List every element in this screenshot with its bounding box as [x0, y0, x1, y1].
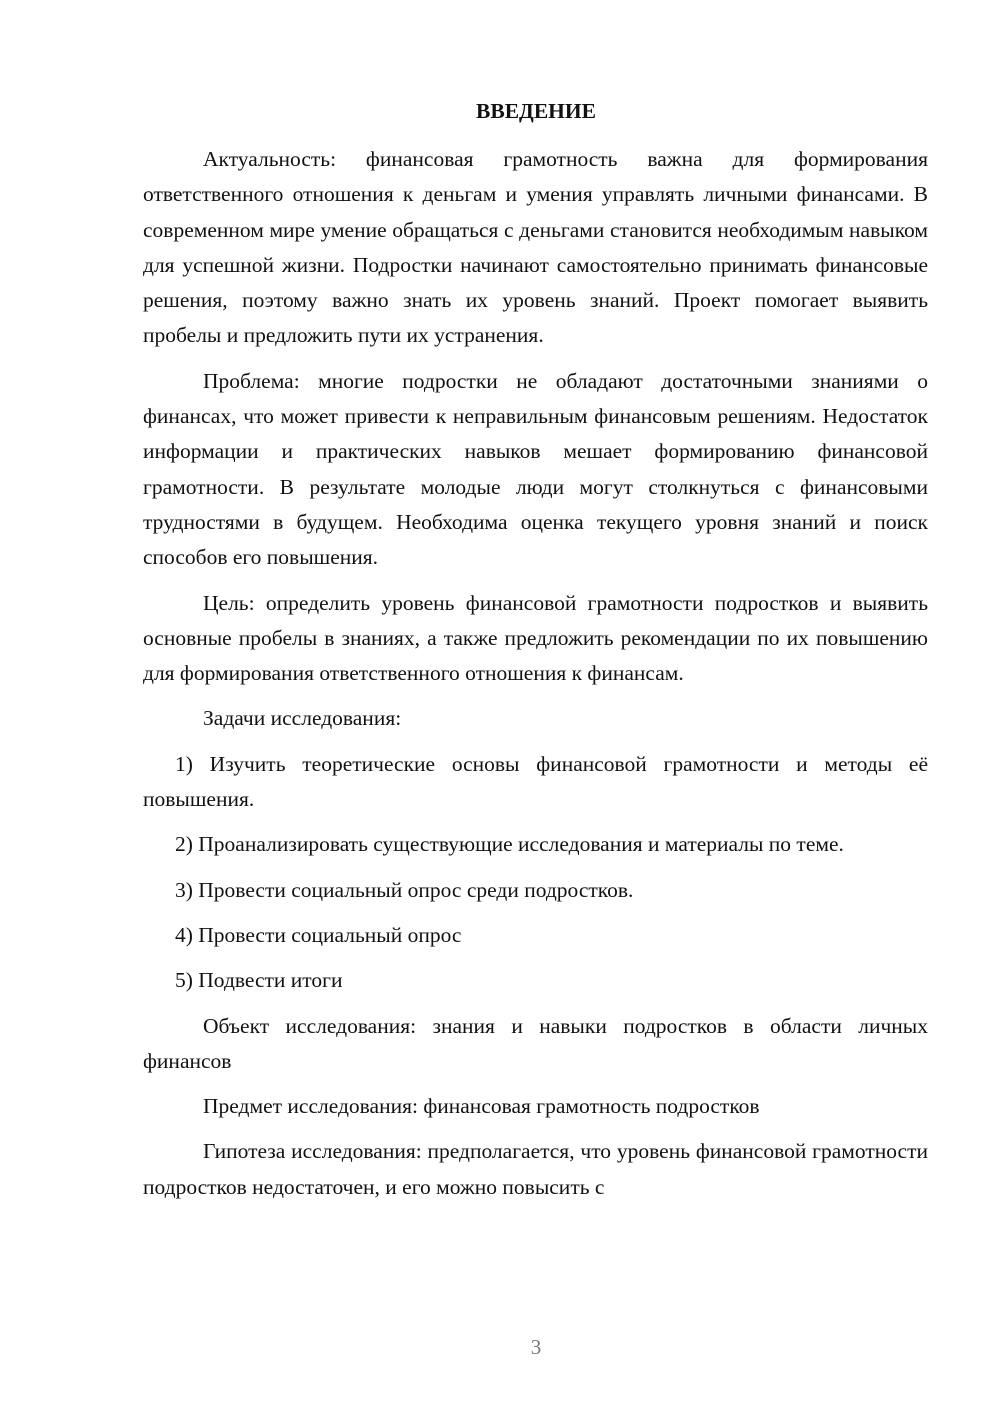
paragraph-tasks-title: Задачи исследования: [203, 706, 402, 731]
paragraph-subject: Предмет исследования: финансовая грамотность подростков [203, 1094, 760, 1119]
task-item-4: 4) Провести социальный опрос [175, 922, 462, 947]
task-item-3: 3) Провести социальный опрос среди подростков. [175, 877, 634, 902]
document-body [143, 142, 928, 1215]
paragraph-object: Объект исследования: знания и навыки подростков в области личных финансов [143, 1013, 928, 1073]
task-item-2: 2) Проанализировать существующие исследования и материалы по теме. [175, 832, 844, 857]
task-item-1: 1) Изучить теоретические основы финансовой грамотности и методы её повышения. [143, 751, 928, 812]
page-number: 3 [530, 1335, 542, 1359]
task-item-5: 5) Подвести итоги [175, 968, 343, 993]
section-heading: ВВЕДЕНИЕ [476, 99, 596, 123]
paragraph-relevance: Актуальность: финансовая грамотность важна для формирования ответственного отношения к деньгам и умения управлять личными финансами. В современном мире умение обращаться с деньгами становится необходимым навыком для успешной жизни. Подростки начинают самостоятельно принимать финансовые решения, поэтому важно знать их уровень знаний. Проект помогает выявить пробелы и предложить пути их устранения. [143, 147, 928, 348]
paragraph-goal: Цель: определить уровень финансовой грамотности подростков и выявить основные пробелы в знаниях, а также предложить рекомендации по их повышению для формирования ответственного отношения к финансам. [143, 590, 928, 686]
paragraph-problem: Проблема: многие подростки не обладают достаточными знаниями о финансах, что может привести к неправильным финансовым решениям. Недостаток информации и практических навыков мешает формированию финансовой грамотности. В результате молодые люди могут столкнуться с финансовыми трудностями в будущем. Необходима оценка текущего уровня знаний и поиск способов его повышения. [143, 368, 928, 570]
paragraph-hypothesis: Гипотеза исследования: предполагается, что уровень финансовой грамотности подростков недостаточен, и его можно повысить с [143, 1139, 928, 1199]
